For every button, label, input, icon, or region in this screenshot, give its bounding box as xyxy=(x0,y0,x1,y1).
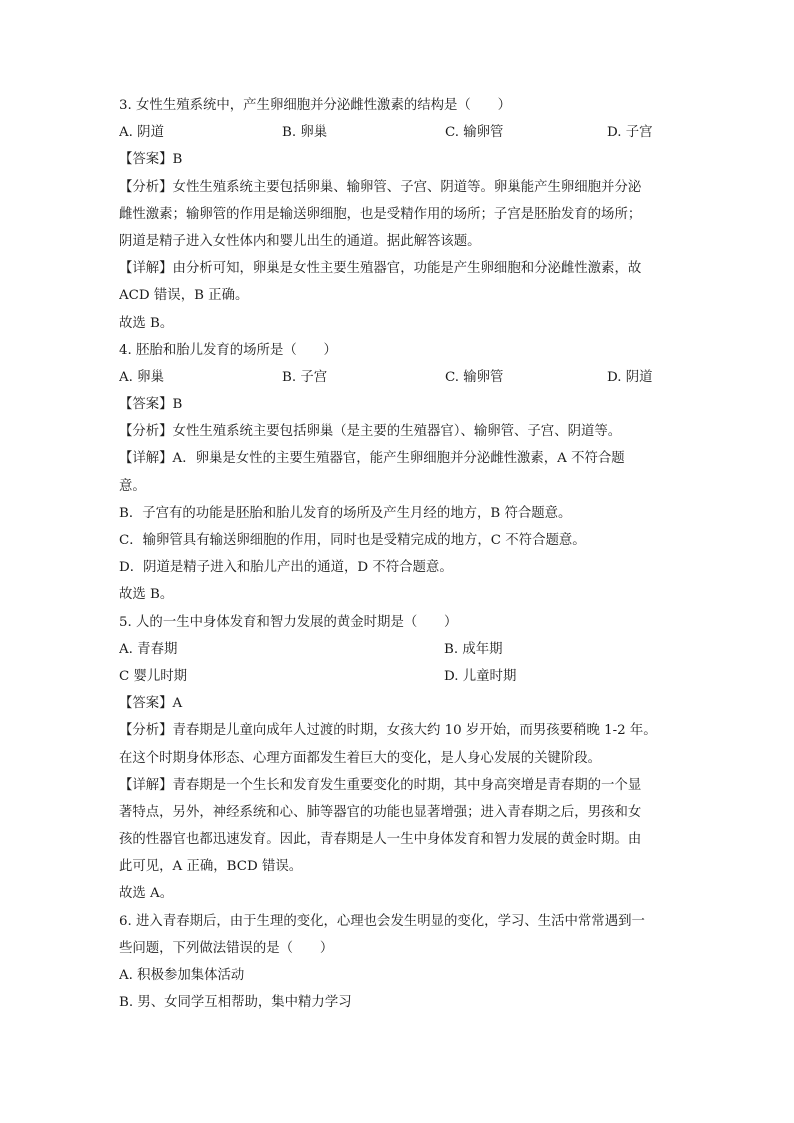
q5-analysis-line: 在这个时期身体形态、心理方面都发生着巨大的变化，是人身心发展的关键阶段。 xyxy=(119,750,602,766)
q3-detail-line: ACD 错误，B 正确。 xyxy=(119,288,249,304)
q4-option-d: D. 阴道 xyxy=(607,369,653,385)
q6-stem-line: 6. 进入青春期后，由于生理的变化，心理也会发生明显的变化，学习、生活中常常遇到一 xyxy=(119,913,645,929)
q3-analysis-line: 阴道是精子进入女性体内和婴儿出生的通道。据此解答该题。 xyxy=(119,233,481,249)
q5-option-c: C 婴儿时期 xyxy=(119,668,188,684)
q3-stem: 3. 女性生殖系统中，产生卵细胞并分泌雌性激素的结构是（ ） xyxy=(119,98,511,113)
q5-detail-line: 著特点，另外，神经系统和心、肺等器官的功能也显著增强；进入青春期之后，男孩和女 xyxy=(119,804,642,820)
q5-options-row-2 xyxy=(119,663,675,690)
q3-option-c: C. 输卵管 xyxy=(445,125,504,141)
q4-analysis-line: 【分析】女性生殖系统主要包括卵巢（是主要的生殖器官）、输卵管、子宫、阴道等。 xyxy=(119,424,622,440)
q3-options xyxy=(119,119,675,146)
q3-analysis-line: 【分析】女性生殖系统主要包括卵巢、输卵管、子宫、阴道等。卵巢能产生卵细胞并分泌 xyxy=(119,179,642,195)
q5-detail-line: 孩的性器官也都迅速发育。因此，青春期是人一生中身体发育和智力发展的黄金时期。由 xyxy=(119,832,642,848)
q5-option-d: D. 儿童时期 xyxy=(444,668,517,684)
q4-option-a: A. 卵巢 xyxy=(119,369,164,385)
q4-option-b: B. 子宫 xyxy=(282,369,328,385)
q3-option-d: D. 子宫 xyxy=(607,125,653,141)
q4-stem: 4. 胚胎和胎儿发育的场所是（ ） xyxy=(119,342,337,358)
q5-analysis-line: 【分析】青春期是儿童向成年人过渡的时期，女孩大约 10 岁开始，而男孩要稍晚 1-2 年。 xyxy=(119,723,657,739)
q5-stem: 5. 人的一生中身体发育和智力发展的黄金时期是（ ） xyxy=(119,614,458,630)
q3-option-b: B. 卵巢 xyxy=(282,125,328,141)
q4-detail-line: 意。 xyxy=(119,478,146,494)
q4-choice: 故选 B。 xyxy=(119,587,174,603)
q6-stem-line: 些问题，下列做法错误的是（ ） xyxy=(119,940,334,956)
q5-options-row-1 xyxy=(119,636,675,663)
q4-option-c: C. 输卵管 xyxy=(445,369,504,385)
q5-option-b: B. 成年期 xyxy=(444,641,503,657)
q3-analysis-line: 雌性激素；输卵管的作用是输送卵细胞，也是受精作用的场所；子宫是胚胎发育的场所； xyxy=(119,206,642,222)
q3-detail-line: 【详解】由分析可知，卵巢是女性主要生殖器官，功能是产生卵细胞和分泌雌性激素，故 xyxy=(119,261,642,277)
q5-choice: 故选 A。 xyxy=(119,886,174,902)
q4-answer: 【答案】B xyxy=(119,397,183,413)
q5-detail-line: 【详解】青春期是一个生长和发育发生重要变化的时期，其中身高突增是青春期的一个显 xyxy=(119,777,642,793)
q4-detail-line: C．输卵管具有输送卵细胞的作用，同时也是受精完成的地方，C 不符合题意。 xyxy=(119,533,586,548)
q4-detail-line: 【详解】A．卵巢是女性的主要生殖器官，能产生卵细胞并分泌雌性激素，A 不符合题 xyxy=(119,451,625,467)
q4-detail-line: D．阴道是精子进入和胎儿产出的通道，D 不符合题意。 xyxy=(119,560,453,576)
document-page xyxy=(119,92,675,1016)
q6-option-a: A. 积极参加集体活动 xyxy=(119,968,245,983)
q6-option-b: B. 男、女同学互相帮助，集中精力学习 xyxy=(119,995,352,1011)
q3-choice: 故选 B。 xyxy=(119,315,174,331)
q5-answer: 【答案】A xyxy=(119,696,183,712)
q5-option-a: A. 青春期 xyxy=(119,641,178,657)
q4-detail-line: B．子宫有的功能是胚胎和胎儿发育的场所及产生月经的地方，B 符合题意。 xyxy=(119,505,572,521)
q4-options xyxy=(119,364,675,391)
q5-detail-line: 此可见，A 正确，BCD 错误。 xyxy=(119,859,303,875)
q3-answer: 【答案】B xyxy=(119,152,183,168)
q3-option-a: A. 阴道 xyxy=(119,125,164,141)
